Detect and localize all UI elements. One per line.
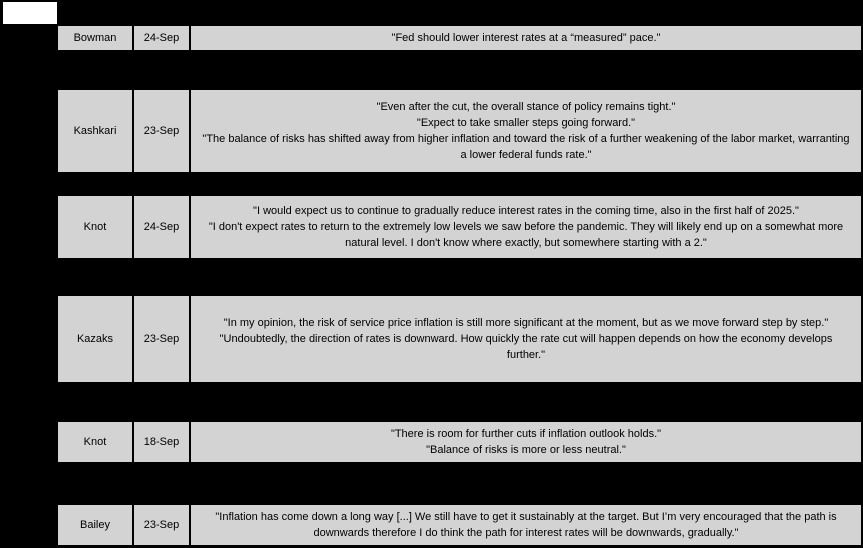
quote-line: "Even after the cut, the overall stance of policy remains tight." bbox=[376, 101, 676, 113]
speaker-cell: Knot bbox=[58, 422, 132, 462]
table-row bbox=[58, 505, 861, 545]
date-cell: 23-Sep bbox=[134, 505, 189, 545]
date-cell: 24-Sep bbox=[134, 26, 189, 50]
date-cell: 23-Sep bbox=[134, 90, 189, 172]
speaker-cell: Kazaks bbox=[58, 296, 132, 382]
date-cell: 23-Sep bbox=[134, 296, 189, 382]
table-row bbox=[58, 296, 861, 382]
redacted-logo-box bbox=[3, 2, 57, 24]
speaker-cell: Kashkari bbox=[58, 90, 132, 172]
speaker-cell: Bailey bbox=[58, 505, 132, 545]
table-row bbox=[58, 422, 861, 462]
quote-cell bbox=[191, 422, 861, 462]
table-row bbox=[58, 196, 861, 258]
quote-cell bbox=[191, 196, 861, 258]
quote-line: "Undoubtedly, the direction of rates is downward. How quickly the rate cut will happen depends on how the economy develops further." bbox=[219, 333, 833, 361]
quote-cell bbox=[191, 90, 861, 172]
quote-line: "In my opinion, the risk of service price inflation is still more significant at the moment, but as we move forward step by step." bbox=[223, 317, 829, 329]
quote-cell bbox=[191, 26, 861, 50]
quote-cell bbox=[191, 505, 861, 545]
quote-line: "I don't expect rates to return to the extremely low levels we saw before the pandemic. They will likely end up on a somewhat more natural level. I don't know where exactly, but somewhere starting with a 2." bbox=[208, 221, 844, 249]
speaker-cell: Bowman bbox=[58, 26, 132, 50]
quote-line: "Inflation has come down a long way [...] We still have to get it sustainably at the target. But I’m very encouraged that the path is downwards therefore I do think the path for interest rates will be downwards, gradually." bbox=[215, 511, 837, 539]
date-cell: 18-Sep bbox=[134, 422, 189, 462]
quote-line: "Balance of risks is more or less neutral." bbox=[426, 444, 626, 456]
quote-line: "Fed should lower interest rates at a “measured” pace." bbox=[391, 32, 661, 44]
date-cell: 24-Sep bbox=[134, 196, 189, 258]
table-row bbox=[58, 90, 861, 172]
quote-line: "Expect to take smaller steps going forward." bbox=[416, 117, 636, 129]
quote-line: "I would expect us to continue to gradually reduce interest rates in the coming time, also in the first half of 2025." bbox=[253, 205, 799, 217]
quote-line: "There is room for further cuts if inflation outlook holds." bbox=[390, 428, 662, 440]
quote-line: "The balance of risks has shifted away from higher inflation and toward the risk of a further weakening of the labor market, warranting a lower federal funds rate." bbox=[202, 133, 850, 161]
quote-cell bbox=[191, 296, 861, 382]
speaker-cell: Knot bbox=[58, 196, 132, 258]
table-row bbox=[58, 26, 861, 50]
